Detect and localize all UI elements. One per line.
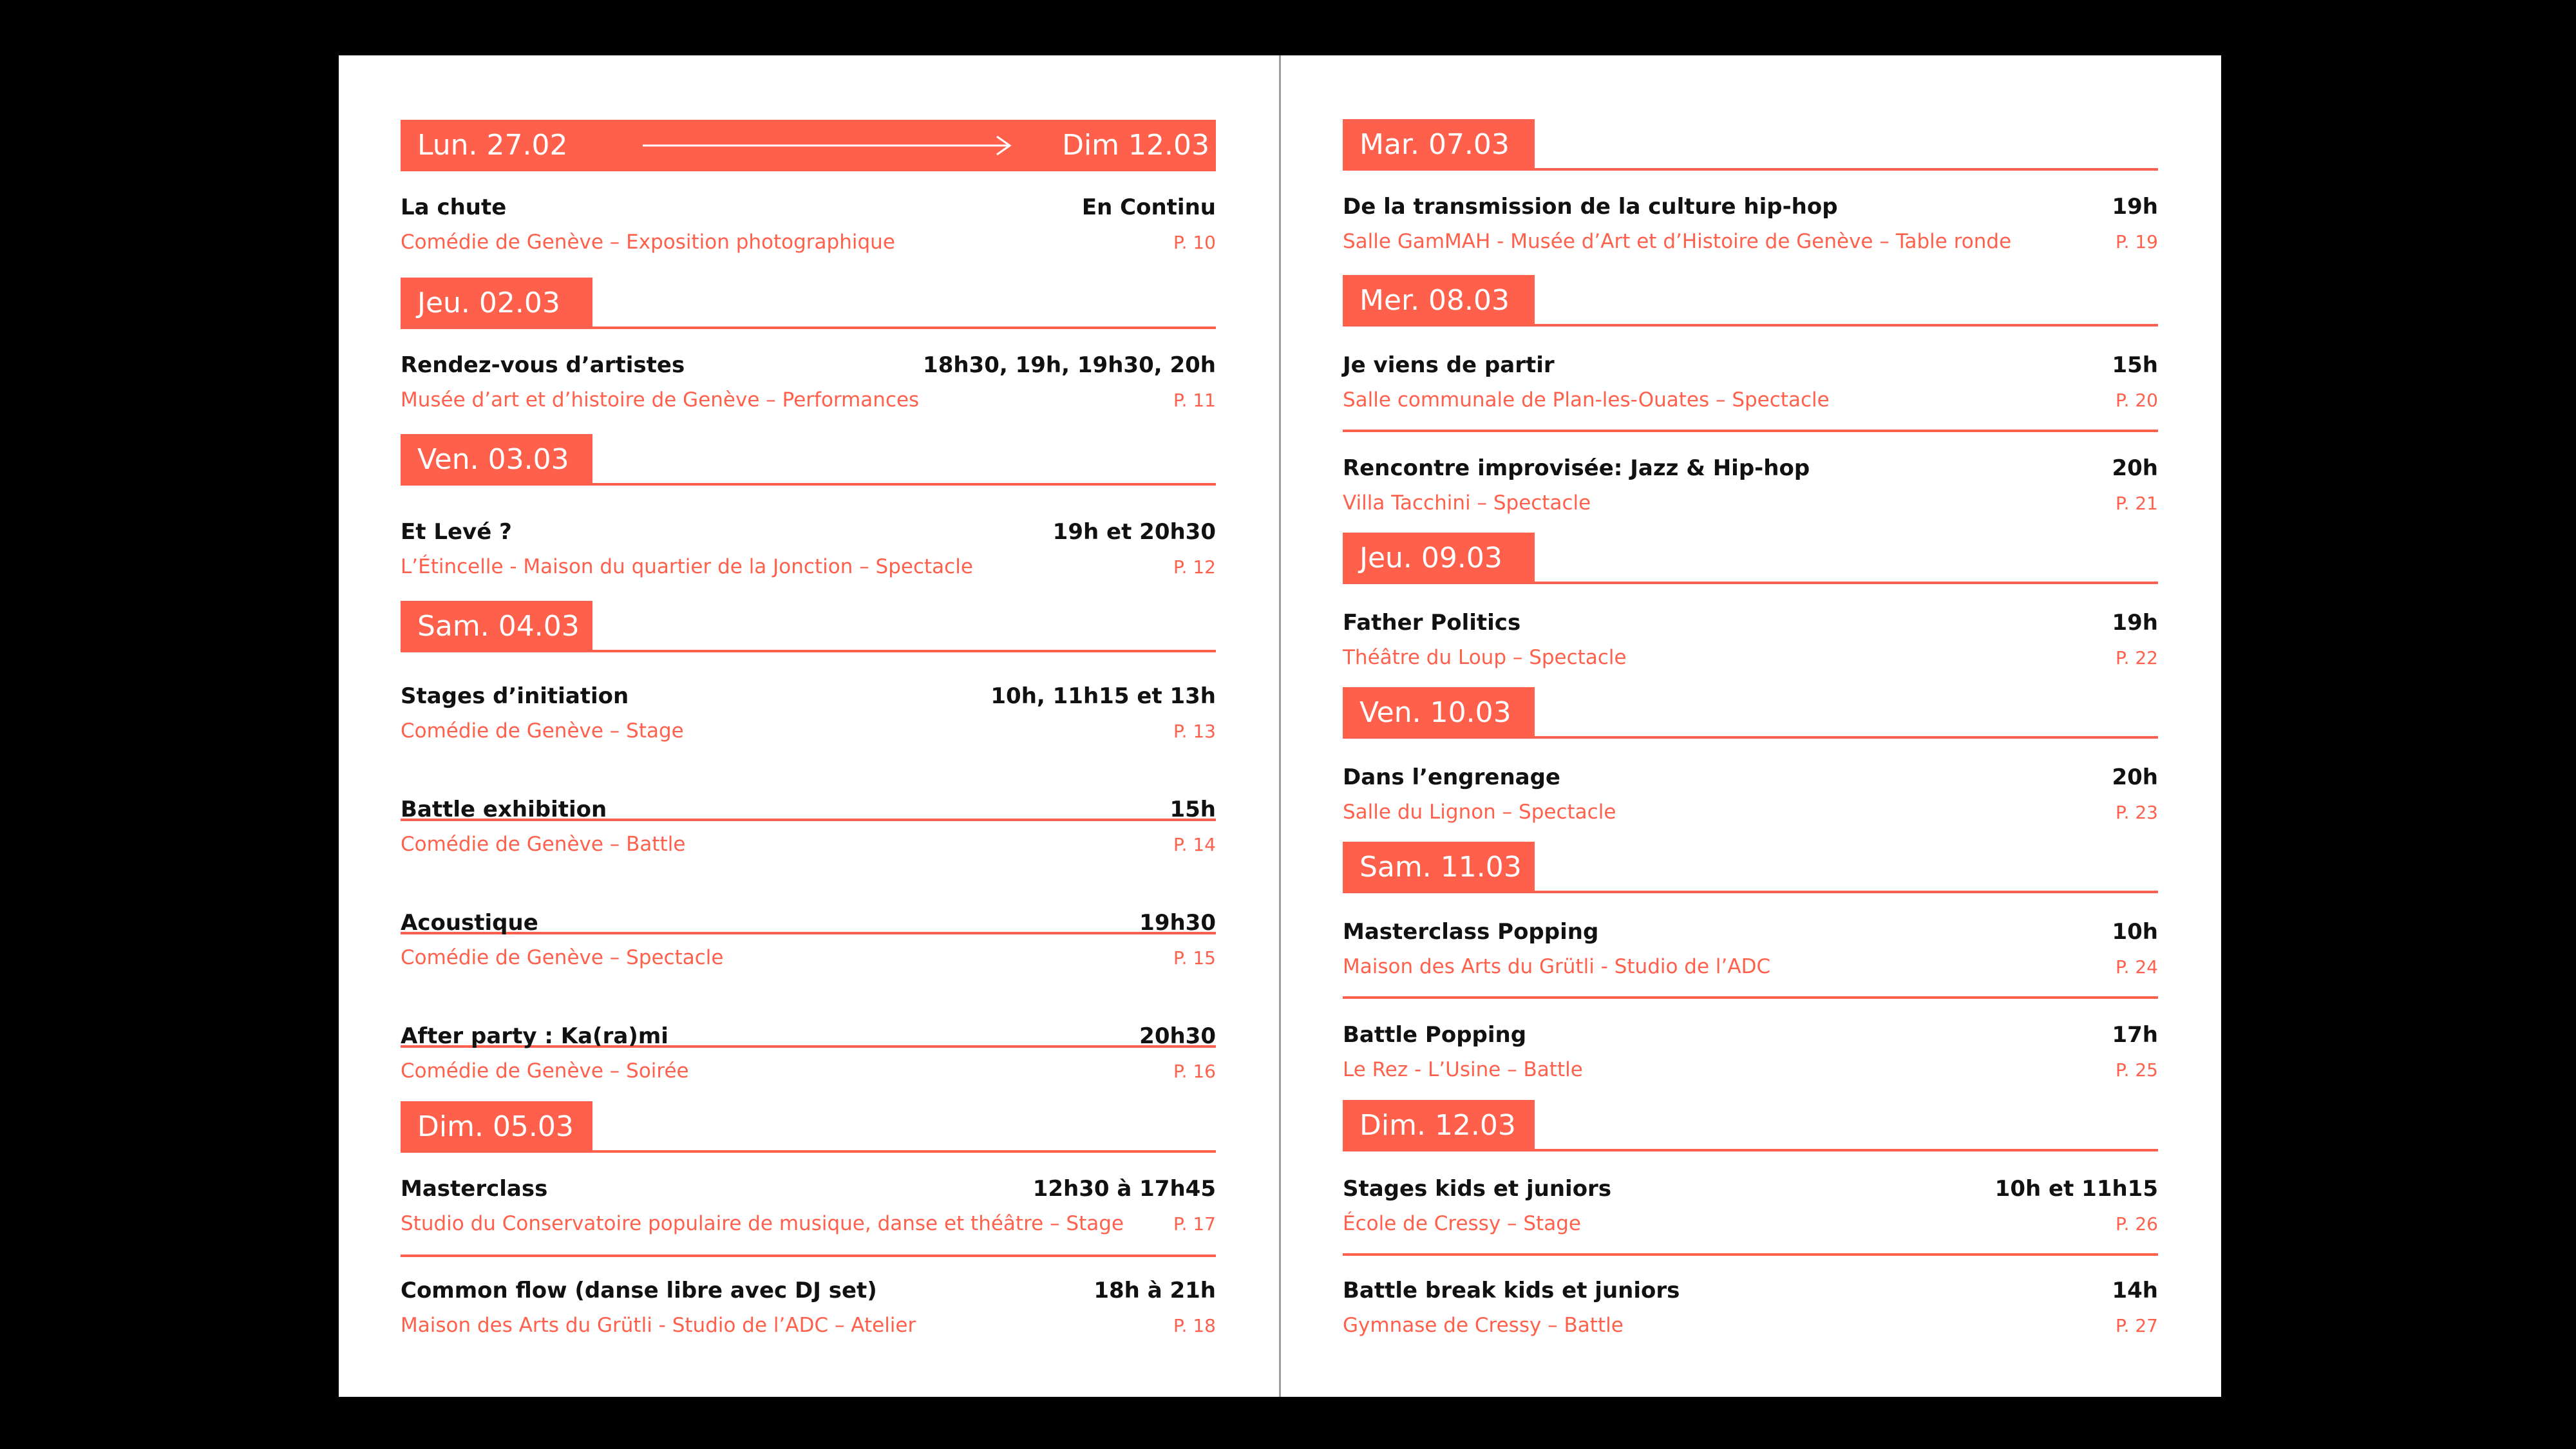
event-page-ref: P. 27 — [2116, 1315, 2158, 1336]
day-tab: Sam. 11.03 — [1343, 842, 1535, 893]
event-venue: Salle communale de Plan-les-Ouates – Spectacle — [1343, 388, 1830, 412]
day-tab: Ven. 10.03 — [1343, 687, 1535, 739]
event-venue: Studio du Conservatoire populaire de musique, danse et théâtre – Stage — [401, 1212, 1124, 1235]
event-page-ref: P. 22 — [2116, 647, 2158, 668]
day-rule — [401, 483, 1216, 486]
event-venue: Gymnase de Cressy – Battle — [1343, 1314, 1624, 1337]
day-tab: Sam. 04.03 — [401, 601, 592, 652]
event-venue: L’Étincelle - Maison du quartier de la Jonction – Spectacle — [401, 555, 973, 578]
event-time: 10h et 11h15 — [1994, 1176, 2158, 1202]
event-page-ref: P. 10 — [1173, 232, 1216, 253]
event-time: 19h et 20h30 — [1052, 519, 1216, 545]
event-divider — [1343, 430, 2158, 432]
event-title: After party : Ka(ra)mi — [401, 1023, 668, 1049]
event-divider — [1343, 1253, 2158, 1256]
day-tab: Jeu. 09.03 — [1343, 533, 1535, 584]
day-tab: Mar. 07.03 — [1343, 119, 1535, 171]
day-rule — [401, 1150, 1216, 1153]
event-venue: Musée d’art et d’histoire de Genève – Performances — [401, 388, 920, 412]
event-venue: Maison des Arts du Grütli - Studio de l’ADC – Atelier — [401, 1314, 916, 1337]
day-rule — [1343, 324, 2158, 327]
event-page-ref: P. 20 — [2116, 390, 2158, 411]
event-venue: Maison des Arts du Grütli - Studio de l’ADC — [1343, 955, 1771, 978]
event-title: Masterclass — [401, 1176, 548, 1202]
event-page-ref: P. 13 — [1173, 721, 1216, 742]
left-page — [401, 55, 1216, 1397]
event-title: Je viens de partir — [1343, 352, 1555, 378]
event-title: Masterclass Popping — [1343, 919, 1599, 945]
event-time: 20h — [2112, 764, 2158, 790]
day-tab: Dim. 05.03 — [401, 1101, 592, 1153]
day-rule — [401, 650, 1216, 652]
page-fold — [1279, 55, 1281, 1397]
event-page-ref: P. 26 — [2116, 1213, 2158, 1235]
event-title: La chute — [401, 194, 507, 220]
event-venue: Comédie de Genève – Soirée — [401, 1059, 689, 1083]
event-time: 20h — [2112, 455, 2158, 481]
event-time: 20h30 — [1139, 1023, 1216, 1049]
event-title: Battle Popping — [1343, 1022, 1527, 1048]
day-tab: Ven. 03.03 — [401, 434, 592, 486]
event-title: Et Levé ? — [401, 519, 512, 545]
event-title: De la transmission de la culture hip-hop — [1343, 194, 1838, 220]
event-time: 19h — [2112, 194, 2158, 220]
day-rule — [1343, 891, 2158, 893]
event-venue: Comédie de Genève – Spectacle — [401, 946, 724, 969]
day-tab: Dim. 12.03 — [1343, 1100, 1535, 1151]
event-time: 14h — [2112, 1278, 2158, 1303]
event-time: 17h — [2112, 1022, 2158, 1048]
event-title: Father Politics — [1343, 610, 1521, 636]
event-page-ref: P. 12 — [1173, 556, 1216, 578]
event-venue: Comédie de Genève – Exposition photographique — [401, 231, 895, 254]
event-page-ref: P. 18 — [1173, 1315, 1216, 1336]
event-title: Battle break kids et juniors — [1343, 1278, 1680, 1303]
event-page-ref: P. 24 — [2116, 956, 2158, 978]
day-tab: Jeu. 02.03 — [401, 278, 592, 329]
event-venue: Théâtre du Loup – Spectacle — [1343, 646, 1627, 669]
event-divider — [401, 1255, 1216, 1257]
event-time: 18h à 21h — [1094, 1278, 1216, 1303]
event-time: 19h30 — [1139, 910, 1216, 936]
right-page — [1343, 55, 2158, 1397]
event-venue: Villa Tacchini – Spectacle — [1343, 491, 1591, 515]
day-tab: Mer. 08.03 — [1343, 275, 1535, 327]
event-venue: Comédie de Genève – Battle — [401, 833, 686, 856]
event-page-ref: P. 15 — [1173, 947, 1216, 969]
program-spread — [339, 55, 2221, 1397]
event-title: Dans l’engrenage — [1343, 764, 1560, 790]
event-title: Acoustique — [401, 910, 538, 936]
event-page-ref: P. 16 — [1173, 1061, 1216, 1082]
day-rule — [401, 327, 1216, 329]
event-venue: Salle du Lignon – Spectacle — [1343, 800, 1616, 824]
event-time: 10h — [2112, 919, 2158, 945]
event-page-ref: P. 11 — [1173, 390, 1216, 411]
event-venue: Comédie de Genève – Stage — [401, 719, 684, 743]
event-time: 18h30, 19h, 19h30, 20h — [923, 352, 1216, 378]
event-page-ref: P. 25 — [2116, 1059, 2158, 1081]
event-time: 10h, 11h15 et 13h — [990, 683, 1216, 709]
event-time: En Continu — [1081, 194, 1216, 220]
event-page-ref: P. 19 — [2116, 231, 2158, 252]
event-time: 12h30 à 17h45 — [1032, 1176, 1216, 1202]
range-start-date: Lun. 27.02 — [417, 129, 568, 162]
event-page-ref: P. 23 — [2116, 802, 2158, 823]
event-time: 15h — [2112, 352, 2158, 378]
event-title: Rencontre improvisée: Jazz & Hip-hop — [1343, 455, 1810, 481]
date-range-header — [401, 120, 1216, 171]
event-title: Rendez-vous d’artistes — [401, 352, 685, 378]
event-title: Stages d’initiation — [401, 683, 629, 709]
event-title: Battle exhibition — [401, 797, 607, 822]
event-page-ref: P. 17 — [1173, 1213, 1216, 1235]
event-time: 19h — [2112, 610, 2158, 636]
day-rule — [1343, 736, 2158, 739]
event-venue: Le Rez - L’Usine – Battle — [1343, 1058, 1583, 1081]
day-rule — [1343, 1149, 2158, 1151]
arrow-right-icon — [643, 133, 1014, 158]
event-page-ref: P. 14 — [1173, 834, 1216, 855]
event-venue: Salle GamMAH - Musée d’Art et d’Histoire de Genève – Table ronde — [1343, 230, 2012, 253]
event-page-ref: P. 21 — [2116, 493, 2158, 514]
event-title: Common flow (danse libre avec DJ set) — [401, 1278, 877, 1303]
range-end-date: Dim 12.03 — [1062, 129, 1209, 162]
event-time: 15h — [1170, 797, 1216, 822]
day-rule — [1343, 582, 2158, 584]
day-rule — [1343, 168, 2158, 171]
event-title: Stages kids et juniors — [1343, 1176, 1612, 1202]
event-venue: École de Cressy – Stage — [1343, 1212, 1581, 1235]
event-divider — [1343, 996, 2158, 999]
